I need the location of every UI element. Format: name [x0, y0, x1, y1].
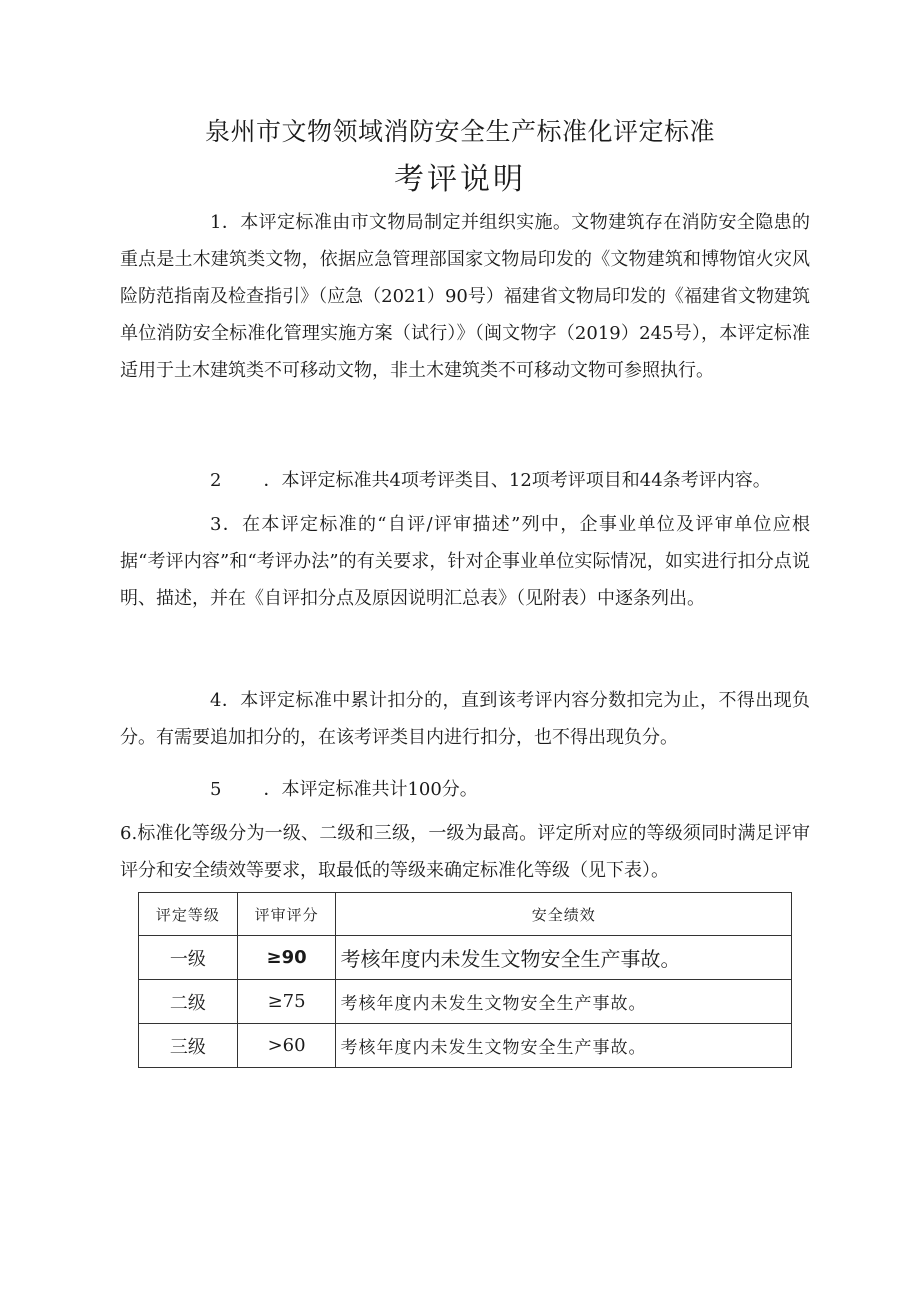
item-number: 4 — [210, 690, 222, 711]
item-number: 1 — [210, 212, 222, 233]
item-separator: ． — [221, 212, 241, 233]
score-cell: ≥75 — [237, 980, 336, 1024]
item-text: 本评定标准共4项考评类目、12项考评项目和44条考评内容。 — [281, 470, 771, 491]
item-text: 本评定标准由市文物局制定并组织实施。文物建筑存在消防安全隐患的重点是土木建筑类文物，依据应急管理部国家文物局印发的《文物建筑和博物馆火灾风险防范指南及检查指引》（应急（2021）90号）福建省文物局印发的《福建省文物建筑单位消防安全标准化管理实施方案（试行）》（闽文物字（2019）245号），本评定标准适用于土木建筑类不可移动文物，非土木建筑类不可移动文物可参照执行。 — [120, 212, 811, 381]
item-3 — [120, 506, 810, 617]
table-header-row — [139, 893, 792, 936]
item-5 — [120, 771, 810, 808]
score-cell: >60 — [237, 1024, 336, 1068]
item-text: 标准化等级分为一级、二级和三级，一级为最高。评定所对应的等级须同时满足评审评分和安全绩效等要求，取最低的等级来确定标准化等级（见下表）。 — [120, 823, 810, 881]
item-number: 3 — [210, 514, 222, 535]
table-row — [139, 936, 792, 980]
grade-table — [138, 892, 792, 1068]
table-row — [139, 980, 792, 1024]
performance-cell: 考核年度内未发生文物安全生产事故。 — [336, 936, 792, 980]
item-separator: ． — [263, 779, 282, 800]
item-text: 本评定标准中累计扣分的，直到该考评内容分数扣完为止，不得出现负分。有需要追加扣分的，在该考评类目内进行扣分，也不得出现负分。 — [120, 690, 811, 748]
document-subtitle: 考评说明 — [394, 162, 526, 197]
header-score: 评审评分 — [237, 893, 336, 936]
item-6 — [120, 815, 810, 889]
table-row — [139, 1024, 792, 1068]
performance-cell: 考核年度内未发生文物安全生产事故。 — [336, 1024, 792, 1068]
item-number: 2 — [210, 470, 222, 491]
item-separator: ． — [221, 690, 241, 711]
item-2 — [120, 462, 810, 499]
header-level: 评定等级 — [139, 893, 238, 936]
item-separator: ． — [221, 514, 243, 535]
item-text: 在本评定标准的“自评/评审描述”列中，企事业单位及评审单位应根据“考评内容”和“考评办法”的有关要求，针对企事业单位实际情况，如实进行扣分点说明、描述，并在《自评扣分点及原因说明汇总表》（见附表）中逐条列出。 — [120, 514, 811, 609]
item-4 — [120, 682, 810, 756]
performance-cell: 考核年度内未发生文物安全生产事故。 — [336, 980, 792, 1024]
document-title: 泉州市文物领域消防安全生产标准化评定标准 — [204, 117, 715, 146]
level-cell: 三级 — [139, 1024, 238, 1068]
item-number: 6. — [120, 823, 138, 844]
level-cell: 一级 — [139, 936, 238, 980]
header-performance: 安全绩效 — [336, 893, 792, 936]
score-cell: ≥90 — [237, 936, 336, 980]
item-1 — [120, 204, 810, 389]
level-cell: 二级 — [139, 980, 238, 1024]
item-separator: ． — [263, 470, 282, 491]
item-text: 本评定标准共计100分。 — [281, 779, 478, 800]
item-number: 5 — [210, 779, 222, 800]
